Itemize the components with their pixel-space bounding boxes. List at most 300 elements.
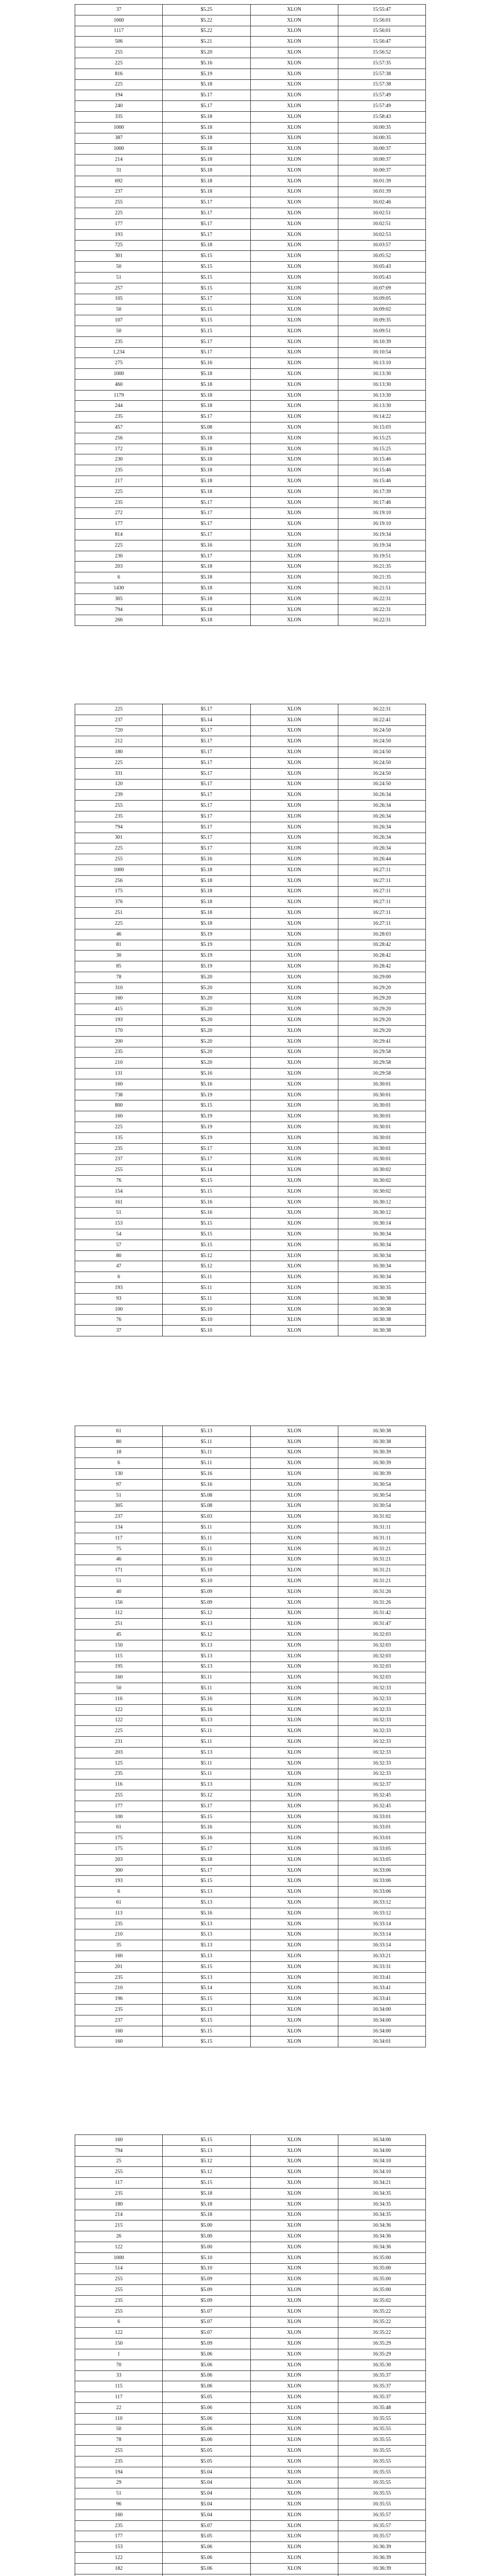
table-row	[75, 1143, 426, 1154]
table-row	[75, 2553, 426, 2564]
venue-cell: XLON	[250, 562, 338, 572]
venue-cell: XLON	[250, 1090, 338, 1100]
time-cell: 16:30:54	[338, 1501, 425, 1512]
price-cell: $5.15	[163, 1876, 250, 1887]
table-row	[75, 1597, 426, 1608]
venue-cell: XLON	[250, 715, 338, 725]
table-row	[75, 811, 426, 822]
venue-cell: XLON	[250, 1780, 338, 1790]
time-cell: 16:27:11	[338, 886, 425, 897]
table-row	[75, 1426, 426, 1437]
price-cell: $5.13	[163, 1619, 250, 1630]
venue-cell: XLON	[250, 1315, 338, 1326]
time-cell: 15:56:47	[338, 37, 425, 47]
time-cell: 16:13:30	[338, 401, 425, 412]
table-row	[75, 929, 426, 940]
price-cell: $5.16	[163, 358, 250, 369]
table-row	[75, 1469, 426, 1480]
time-cell: 16:30:54	[338, 1479, 425, 1490]
price-cell: $5.06	[163, 2435, 250, 2446]
volume-cell: 376	[75, 897, 163, 908]
venue-cell: XLON	[250, 155, 338, 165]
table-row	[75, 2338, 426, 2349]
table-row	[75, 176, 426, 187]
time-cell: 15:56:01	[338, 15, 425, 26]
table-row	[75, 272, 426, 283]
price-cell: $5.06	[163, 2563, 250, 2574]
time-cell: 16:34:00	[338, 2005, 425, 2015]
table-row	[75, 1512, 426, 1522]
price-cell: $5.17	[163, 801, 250, 811]
volume-cell: 22	[75, 2402, 163, 2413]
volume-cell: 225	[75, 1122, 163, 1133]
price-cell: $5.13	[163, 2145, 250, 2156]
volume-cell: 305	[75, 1501, 163, 1512]
volume-cell: 215	[75, 2221, 163, 2231]
venue-cell: XLON	[250, 1586, 338, 1597]
time-cell: 16:29:20	[338, 1015, 425, 1026]
table-row	[75, 37, 426, 47]
table-row	[75, 1111, 426, 1122]
time-cell: 16:35:55	[338, 2467, 425, 2478]
price-cell: $5.04	[163, 2478, 250, 2488]
time-cell: 16:28:42	[338, 961, 425, 972]
volume-cell: 51	[75, 1490, 163, 1501]
volume-cell: 193	[75, 1283, 163, 1294]
time-cell: 16:29:20	[338, 1004, 425, 1015]
time-cell: 16:35:00	[338, 2274, 425, 2285]
volume-cell: 125	[75, 1758, 163, 1769]
table-row	[75, 133, 426, 144]
volume-cell: 100	[75, 1811, 163, 1822]
time-cell: 16:34:00	[338, 2015, 425, 2026]
table-row	[75, 2015, 426, 2026]
venue-cell: XLON	[250, 747, 338, 758]
venue-cell: XLON	[250, 229, 338, 240]
table-row	[75, 369, 426, 380]
venue-cell: XLON	[250, 1143, 338, 1154]
volume-cell: 61	[75, 1897, 163, 1908]
venue-cell: XLON	[250, 2037, 338, 2047]
time-cell: 16:19:10	[338, 508, 425, 519]
price-cell: $5.10	[163, 1576, 250, 1587]
venue-cell: XLON	[250, 2263, 338, 2274]
time-cell: 16:31:11	[338, 1522, 425, 1533]
time-cell: 16:24:50	[338, 736, 425, 747]
volume-cell: 331	[75, 768, 163, 779]
time-cell: 16:09:35	[338, 315, 425, 326]
time-cell: 16:35:55	[338, 2478, 425, 2488]
table-row	[75, 1229, 426, 1240]
volume-cell: 255	[75, 2274, 163, 2285]
time-cell: 16:35:57	[338, 2510, 425, 2520]
volume-cell: 177	[75, 218, 163, 229]
time-cell: 16:24:50	[338, 768, 425, 779]
venue-cell: XLON	[250, 240, 338, 251]
price-cell: $5.17	[163, 497, 250, 508]
time-cell: 16:32:33	[338, 1704, 425, 1715]
volume-cell: 415	[75, 1004, 163, 1015]
price-cell: $5.06	[163, 2413, 250, 2424]
table-row	[75, 1983, 426, 1994]
time-cell: 15:58:43	[338, 111, 425, 122]
price-cell: $5.13	[163, 1951, 250, 1962]
price-cell: $5.13	[163, 1780, 250, 1790]
time-cell: 16:31:42	[338, 1608, 425, 1619]
venue-cell: XLON	[250, 2360, 338, 2370]
volume-cell: 1430	[75, 583, 163, 594]
venue-cell: XLON	[250, 1165, 338, 1176]
time-cell: 16:10:54	[338, 347, 425, 358]
volume-cell: 6	[75, 1458, 163, 1469]
volume-cell: 116	[75, 1780, 163, 1790]
price-cell: $5.15	[163, 326, 250, 336]
volume-cell: 160	[75, 2037, 163, 2047]
venue-cell: XLON	[250, 1726, 338, 1737]
table-row	[75, 2456, 426, 2467]
volume-cell: 6	[75, 1887, 163, 1897]
volume-cell: 210	[75, 1983, 163, 1994]
time-cell: 16:02:53	[338, 229, 425, 240]
price-cell: $5.17	[163, 843, 250, 854]
volume-cell: 182	[75, 2563, 163, 2574]
price-cell: $5.15	[163, 283, 250, 294]
volume-cell: 50	[75, 304, 163, 315]
time-cell: 16:35:55	[338, 2413, 425, 2424]
table-row	[75, 294, 426, 304]
price-cell: $5.18	[163, 369, 250, 380]
time-cell: 16:30:01	[338, 1100, 425, 1111]
price-cell: $5.18	[163, 240, 250, 251]
time-cell: 16:13:30	[338, 379, 425, 390]
price-cell: $5.17	[163, 208, 250, 219]
price-cell: $5.19	[163, 961, 250, 972]
venue-cell: XLON	[250, 1186, 338, 1197]
table-row	[75, 2005, 426, 2015]
price-cell: $5.13	[163, 1662, 250, 1672]
volume-cell: 51	[75, 1208, 163, 1218]
volume-cell: 301	[75, 833, 163, 843]
time-cell: 16:19:34	[338, 540, 425, 551]
venue-cell: XLON	[250, 1747, 338, 1758]
volume-cell: 301	[75, 251, 163, 262]
time-cell: 16:32:03	[338, 1640, 425, 1651]
venue-cell: XLON	[250, 2370, 338, 2381]
venue-cell: XLON	[250, 615, 338, 626]
time-cell: 15:55:47	[338, 5, 425, 15]
venue-cell: XLON	[250, 133, 338, 144]
price-cell: $5.17	[163, 412, 250, 422]
time-cell: 16:30:38	[338, 1426, 425, 1437]
time-cell: 16:30:01	[338, 1090, 425, 1100]
volume-cell: 80	[75, 1250, 163, 1261]
table-row	[75, 854, 426, 865]
venue-cell: XLON	[250, 801, 338, 811]
table-row	[75, 486, 426, 497]
table-row	[75, 2188, 426, 2199]
table-row	[75, 1004, 426, 1015]
price-cell: $5.08	[163, 1490, 250, 1501]
time-cell: 16:19:34	[338, 530, 425, 540]
time-cell: 16:35:37	[338, 2381, 425, 2392]
volume-cell: 160	[75, 2510, 163, 2520]
volume-cell: 120	[75, 779, 163, 790]
table-row	[75, 2242, 426, 2252]
volume-cell: 61	[75, 1822, 163, 1833]
table-row	[75, 315, 426, 326]
volume-cell: 180	[75, 747, 163, 758]
venue-cell: XLON	[250, 1436, 338, 1447]
venue-cell: XLON	[250, 1565, 338, 1576]
venue-cell: XLON	[250, 1004, 338, 1015]
price-cell: $5.15	[163, 262, 250, 273]
price-cell: $5.20	[163, 1058, 250, 1069]
table-row	[75, 1015, 426, 1026]
price-cell: $5.18	[163, 604, 250, 615]
time-cell: 16:33:06	[338, 1876, 425, 1887]
time-cell: 16:05:52	[338, 251, 425, 262]
venue-cell: XLON	[250, 1293, 338, 1304]
table-row	[75, 1897, 426, 1908]
price-cell: $5.13	[163, 1715, 250, 1726]
venue-cell: XLON	[250, 2015, 338, 2026]
table-row	[75, 1672, 426, 1683]
venue-cell: XLON	[250, 2563, 338, 2574]
venue-cell: XLON	[250, 736, 338, 747]
venue-cell: XLON	[250, 1100, 338, 1111]
price-cell: $5.06	[163, 2349, 250, 2360]
table-row	[75, 2231, 426, 2242]
venue-cell: XLON	[250, 1250, 338, 1261]
price-cell: $5.13	[163, 1972, 250, 1983]
table-row	[75, 2488, 426, 2499]
price-cell: $5.15	[163, 1240, 250, 1250]
volume-cell: 310	[75, 982, 163, 993]
price-cell: $5.18	[163, 122, 250, 133]
table-row	[75, 2510, 426, 2520]
venue-cell: XLON	[250, 1015, 338, 1026]
volume-cell: 93	[75, 1293, 163, 1304]
venue-cell: XLON	[250, 37, 338, 47]
time-cell: 16:30:01	[338, 1154, 425, 1165]
volume-cell: 225	[75, 918, 163, 929]
volume-cell: 214	[75, 155, 163, 165]
price-cell: $5.20	[163, 47, 250, 58]
volume-cell: 1117	[75, 26, 163, 37]
price-cell: $5.15	[163, 1100, 250, 1111]
price-cell: $5.10	[163, 2252, 250, 2263]
table-row	[75, 615, 426, 626]
table-row	[75, 908, 426, 919]
venue-cell: XLON	[250, 572, 338, 583]
volume-cell: 161	[75, 1197, 163, 1208]
volume-cell: 193	[75, 229, 163, 240]
volume-cell: 78	[75, 2435, 163, 2446]
price-cell: $5.20	[163, 1047, 250, 1058]
volume-cell: 244	[75, 401, 163, 412]
venue-cell: XLON	[250, 1876, 338, 1887]
time-cell: 16:34:35	[338, 2210, 425, 2221]
table-row	[75, 1576, 426, 1587]
trades-table	[75, 4, 426, 626]
table-row	[75, 1283, 426, 1294]
time-cell: 16:33:14	[338, 1919, 425, 1929]
volume-cell: 251	[75, 908, 163, 919]
table-row	[75, 1036, 426, 1047]
table-row	[75, 1630, 426, 1640]
price-cell: $5.18	[163, 897, 250, 908]
table-row	[75, 1758, 426, 1769]
price-cell: $5.16	[163, 1079, 250, 1090]
venue-cell: XLON	[250, 58, 338, 69]
volume-cell: 50	[75, 1683, 163, 1694]
volume-cell: 255	[75, 1165, 163, 1176]
volume-cell: 29	[75, 2478, 163, 2488]
table-row	[75, 583, 426, 594]
time-cell: 16:24:50	[338, 725, 425, 736]
table-row	[75, 347, 426, 358]
time-cell: 16:31:21	[338, 1544, 425, 1554]
venue-cell: XLON	[250, 262, 338, 273]
time-cell: 16:15:25	[338, 433, 425, 444]
volume-cell: 57	[75, 1240, 163, 1250]
volume-cell: 61	[75, 1426, 163, 1437]
table-row	[75, 1662, 426, 1672]
venue-cell	[250, 2574, 338, 2576]
volume-cell: 225	[75, 757, 163, 768]
table-row	[75, 1704, 426, 1715]
price-cell: $5.15	[163, 1961, 250, 1972]
volume-cell: 225	[75, 486, 163, 497]
volume-cell: 255	[75, 1790, 163, 1801]
time-cell: 16:29:00	[338, 972, 425, 982]
table-row	[75, 843, 426, 854]
volume-cell: 738	[75, 1090, 163, 1100]
table-row	[75, 551, 426, 562]
time-cell: 16:31:21	[338, 1576, 425, 1587]
time-cell: 16:03:57	[338, 240, 425, 251]
price-cell: $5.16	[163, 1693, 250, 1704]
time-cell: 16:29:20	[338, 993, 425, 1004]
price-cell: $5.20	[163, 993, 250, 1004]
venue-cell: XLON	[250, 1715, 338, 1726]
price-cell: $5.18	[163, 908, 250, 919]
time-cell: 16:35:55	[338, 2435, 425, 2446]
time-cell: 16:35:48	[338, 2402, 425, 2413]
venue-cell: XLON	[250, 1640, 338, 1651]
table-row	[75, 1833, 426, 1844]
venue-cell: XLON	[250, 358, 338, 369]
volume-cell: 225	[75, 208, 163, 219]
time-cell: 16:35:37	[338, 2370, 425, 2381]
table-row	[75, 1865, 426, 1876]
price-cell: $5.13	[163, 1897, 250, 1908]
price-cell: $5.17	[163, 1865, 250, 1876]
table-row	[75, 1565, 426, 1576]
venue-cell: XLON	[250, 725, 338, 736]
venue-cell: XLON	[250, 197, 338, 208]
venue-cell: XLON	[250, 604, 338, 615]
volume-cell: 107	[75, 315, 163, 326]
venue-cell: XLON	[250, 2135, 338, 2146]
table-row	[75, 497, 426, 508]
venue-cell: XLON	[250, 1737, 338, 1748]
venue-cell: XLON	[250, 1326, 338, 1336]
price-cell: $5.18	[163, 875, 250, 886]
volume-cell: 175	[75, 1844, 163, 1855]
venue-cell: XLON	[250, 2210, 338, 2221]
time-cell: 16:34:00	[338, 2135, 425, 2146]
time-cell: 16:15:03	[338, 422, 425, 433]
table-row	[75, 15, 426, 26]
time-cell: 16:30:34	[338, 1229, 425, 1240]
price-cell: $5.16	[163, 854, 250, 865]
venue-cell: XLON	[250, 1058, 338, 1069]
price-cell: $5.11	[163, 1293, 250, 1304]
venue-cell: XLON	[250, 465, 338, 476]
table-row	[75, 972, 426, 982]
venue-cell: XLON	[250, 2413, 338, 2424]
venue-cell: XLON	[250, 1229, 338, 1240]
price-cell: $5.09	[163, 1586, 250, 1597]
venue-cell: XLON	[250, 5, 338, 15]
time-cell: 16:32:33	[338, 1769, 425, 1780]
venue-cell: XLON	[250, 583, 338, 594]
venue-cell: XLON	[250, 1554, 338, 1565]
time-cell: 16:32:33	[338, 1747, 425, 1758]
table-row	[75, 2520, 426, 2531]
time-cell: 16:30:02	[338, 1176, 425, 1187]
time-cell: 16:15:46	[338, 454, 425, 465]
volume-cell: 1000	[75, 2252, 163, 2263]
venue-cell: XLON	[250, 993, 338, 1004]
volume-cell: 160	[75, 993, 163, 1004]
time-cell: 16:28:42	[338, 951, 425, 961]
venue-cell: XLON	[250, 1240, 338, 1250]
table-row	[75, 2167, 426, 2178]
volume-cell: 51	[75, 2488, 163, 2499]
volume-cell: 235	[75, 2520, 163, 2531]
time-cell: 16:33:01	[338, 1833, 425, 1844]
table-row	[75, 401, 426, 412]
time-cell: 16:31:11	[338, 1533, 425, 1544]
price-cell: $5.19	[163, 69, 250, 79]
table-row	[75, 1693, 426, 1704]
venue-cell: XLON	[250, 2145, 338, 2156]
volume-cell: 256	[75, 433, 163, 444]
venue-cell: XLON	[250, 1919, 338, 1929]
venue-cell: XLON	[250, 2199, 338, 2210]
price-cell: $5.11	[163, 1436, 250, 1447]
price-cell: $5.17	[163, 197, 250, 208]
price-cell: $5.05	[163, 2446, 250, 2456]
volume-cell: 30	[75, 951, 163, 961]
venue-cell: XLON	[250, 2435, 338, 2446]
price-cell: $5.17	[163, 530, 250, 540]
table-row	[75, 1293, 426, 1304]
table-row	[75, 90, 426, 101]
venue-cell: XLON	[250, 379, 338, 390]
time-cell: 16:35:57	[338, 2531, 425, 2542]
volume-cell: 255	[75, 2446, 163, 2456]
price-cell: $5.13	[163, 1940, 250, 1951]
volume-cell: 160	[75, 1111, 163, 1122]
price-cell: $5.15	[163, 2015, 250, 2026]
table-row	[75, 2370, 426, 2381]
price-cell: $5.15	[163, 1229, 250, 1240]
volume-cell: 97	[75, 1479, 163, 1490]
volume-cell: 506	[75, 37, 163, 47]
